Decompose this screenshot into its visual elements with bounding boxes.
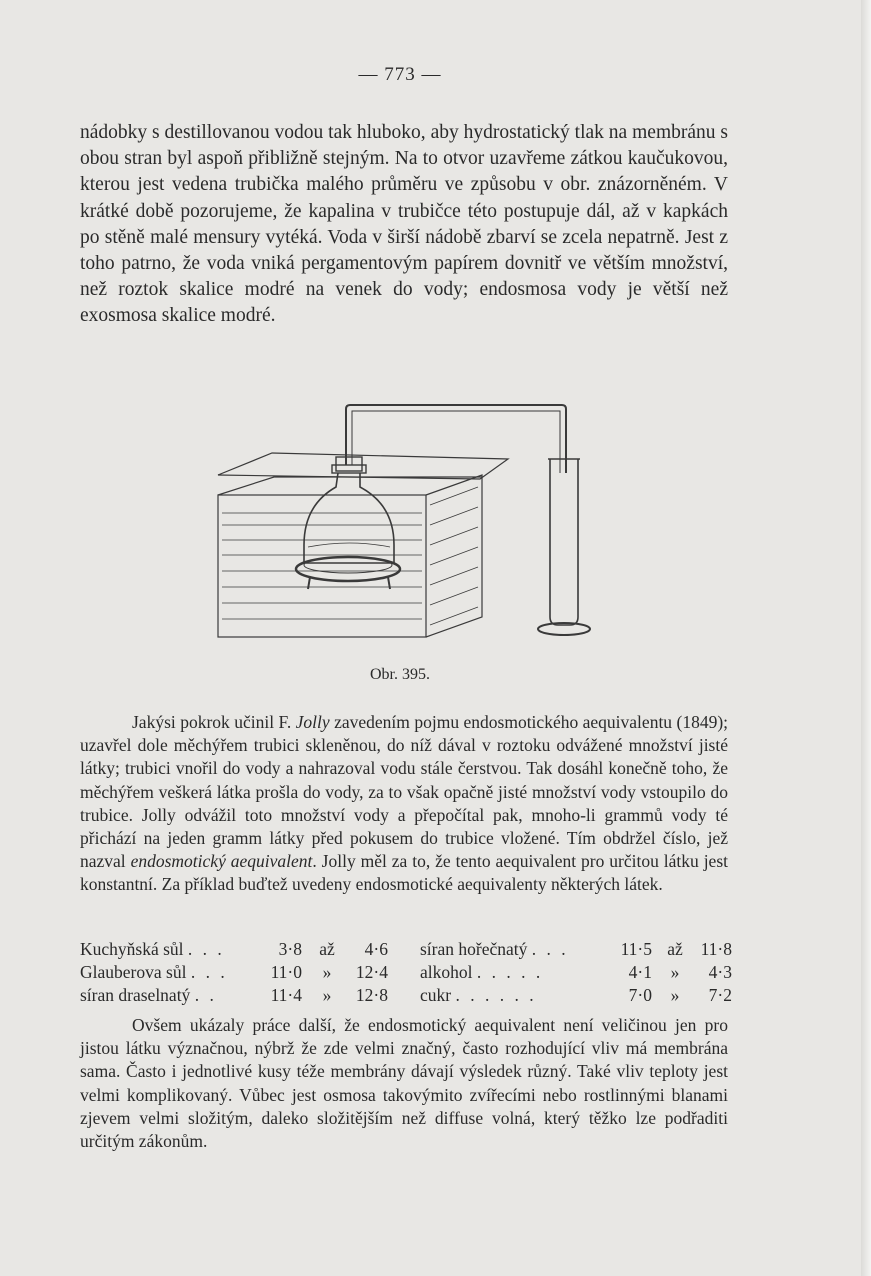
measuring-cylinder xyxy=(538,459,590,635)
paragraph-3: Ovšem ukázaly práce další, že endosmotický aequivalent není veličinou jen pro jistou látku význačnou, nýbrž že zde velmi značný, často rozhodující vliv má membrána sama. Často i jednotlivé kusy téže membrány dávají výsledek různý. Také vliv teploty jest velmi komplikovaný. Vůbec jest osmosa takovýmito zvířecími nebo rostlinnými blanami zjevem velmi složitým, daleko složitějším než diffuse volná, který těžko lze podřaditi určitým zákonům. xyxy=(80,1015,728,1152)
tank-front xyxy=(218,495,426,637)
glass-tube xyxy=(346,405,566,473)
table-row: síran draselnatý . . 11·4 » 12·8 cukr . . . . . . 7·0 » 7·2 xyxy=(80,985,732,1006)
table-row: Glauberova sůl . . . 11·0 » 12·4 alkohol . . . . . 4·1 » 4·3 xyxy=(80,962,732,983)
osmosis-apparatus-figure xyxy=(200,395,600,645)
tank-lid xyxy=(218,453,508,479)
page-edge xyxy=(861,0,871,1276)
bell-jar xyxy=(304,457,394,563)
dish xyxy=(296,557,400,589)
paragraph-2: Jakýsi pokrok učinil F. Jolly zavedením pojmu endosmotického aequivalentu (1849); uzavřel dole měchýřem trubici skleněnou, do níž dával v roztoku odvážené množství jisté látky; trubici vnořil do vody a nahrazoval vodu stále čerstvou. Tak dosáhl konečně toho, že měchýřem veškerá látka prošla do vody, za to však opačně jisté množství vody vstoupilo do trubice. Jolly odvážil toto množství vody a přepočítal pak, mnoho-li grammů vody té přichází na jeden gramm látky před pokusem do trubice vložené. Tím obdržel číslo, jež nazval endosmotický aequivalent. Jolly měl za to, že tento aequivalent pro určitou látku jest konstantní. Za příklad buďtež uvedeny endosmotické aequivalenty některých látek. xyxy=(80,712,729,895)
italic-term: endosmotický aequivalent xyxy=(130,851,313,872)
table-row: Kuchyňská sůl . . . 3·8 až 4·6 síran hořečnatý . . . 11·5 až 11·8 xyxy=(80,939,732,959)
equivalents-table xyxy=(80,938,740,1008)
paragraph-1: nádobky s destillovanou vodou tak hluboko, aby hydrostatický tlak na membránu s obou stran byl aspoň přibližně stejným. Na to otvor uzavřeme zátkou kaučukovou, kterou jest vedena trubička malého průměru ve způsobu v obr. znázorněném. V krátké době pozorujeme, že kapalina v trubičce této postupuje dál, až v kapkách po stěně malé mensury vytéká. Voda v širší nádobě zbarví se zcela nepatrně. Jest z toho patrno, že voda vniká pergamentovým papírem dovnitř ve větším množství, než roztok skalice modré na venek do vody; endosmosa vody je větší než exosmosa skalice modré. xyxy=(80,122,728,327)
figure-caption: Obr. 395. xyxy=(370,666,430,683)
page-number: — 773 — xyxy=(358,64,442,85)
italic-name: Jolly xyxy=(295,712,330,732)
